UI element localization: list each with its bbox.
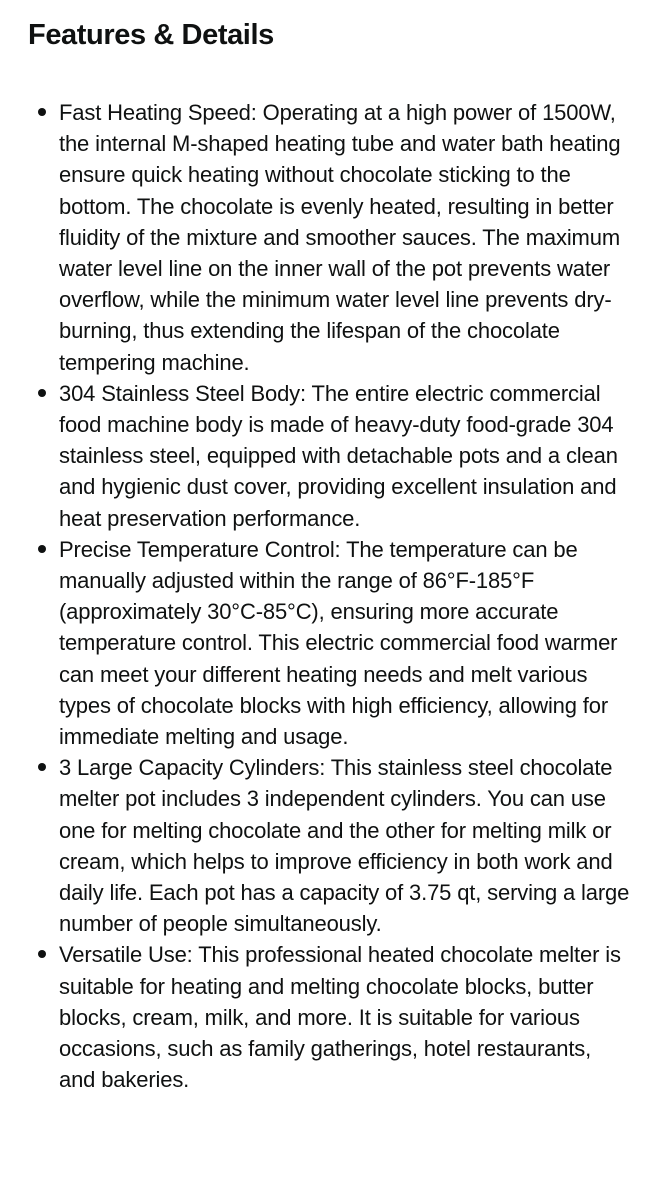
bullet-icon <box>38 389 46 397</box>
bullet-icon <box>38 763 46 771</box>
feature-item-stainless-steel <box>59 378 631 534</box>
bullet-icon <box>38 108 46 116</box>
feature-text: Precise Temperature Control: The temperature can be manually adjusted within the range of 86°F-185°F (approximately 30°C-85°C), ensuring more accurate temperature control. This electric commercial food warmer can meet your different heating needs and melt various types of chocolate blocks with high efficiency, allowing for immediate melting and usage. <box>59 536 618 750</box>
feature-item-large-capacity <box>59 752 631 939</box>
feature-text: Fast Heating Speed: Operating at a high power of 1500W, the internal M-shaped heating tube and water bath heating ensure quick heating without chocolate sticking to the bottom. The chocolate is evenly heated, resulting in better fluidity of the mixture and smoother sauces. The maximum water level line on the inner wall of the pot prevents water overflow, while the minimum water level line prevents dry-burning, thus extending the lifespan of the chocolate tempering machine. <box>59 100 621 375</box>
section-title: Features & Details <box>28 19 274 51</box>
feature-text: 304 Stainless Steel Body: The entire electric commercial food machine body is made of heavy-duty food-grade 304 stainless steel, equipped with detachable pots and a clean and hygienic dust cover, providing excellent insulation and heat preservation performance. <box>59 380 618 531</box>
feature-item-temperature-control <box>59 534 631 752</box>
feature-list <box>28 97 631 1096</box>
bullet-icon <box>38 545 46 553</box>
feature-item-versatile-use <box>59 939 631 1095</box>
feature-item-fast-heating <box>59 97 631 378</box>
bullet-icon <box>38 950 46 958</box>
feature-text: 3 Large Capacity Cylinders: This stainless steel chocolate melter pot includes 3 independent cylinders. You can use one for melting chocolate and the other for melting milk or cream, which helps to improve efficiency in both work and daily life. Each pot has a capacity of 3.75 qt, serving a large number of people simultaneously. <box>59 755 630 937</box>
feature-text: Versatile Use: This professional heated chocolate melter is suitable for heating and melting chocolate blocks, butter blocks, cream, milk, and more. It is suitable for various occasions, such as family gatherings, hotel restaurants, and bakeries. <box>59 942 621 1093</box>
